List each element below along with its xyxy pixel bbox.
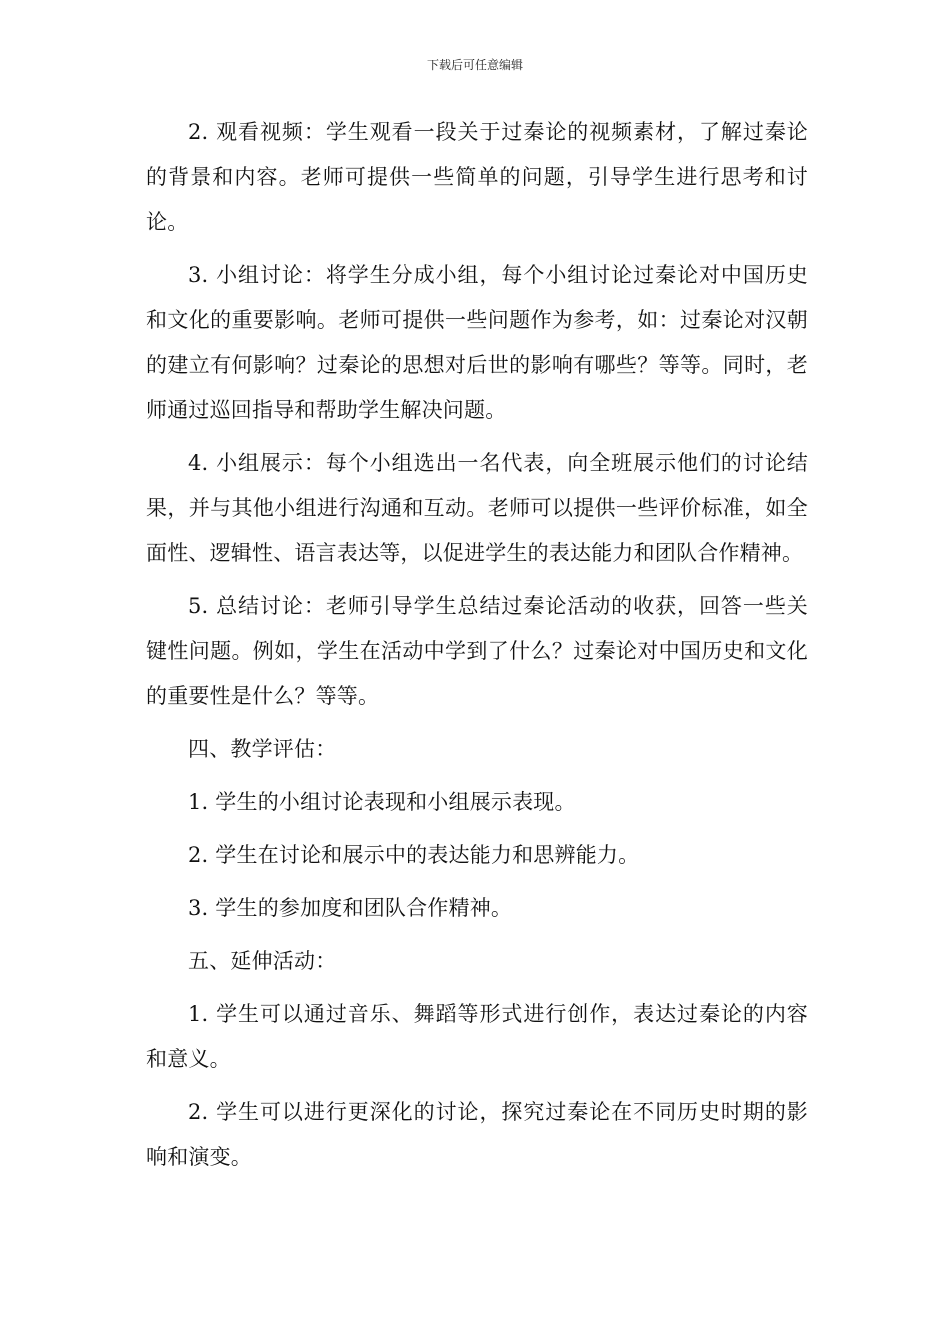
- paragraph-watch-video: 2. 观看视频：学生观看一段关于过秦论的视频素材，了解过秦论的背景和内容。老师可提供一些简单的问题，引导学生进行思考和讨论。: [146, 120, 808, 234]
- page-header: 下载后可任意编辑: [426, 58, 523, 72]
- extension-item-1: 1. 学生可以通过音乐、舞蹈等形式进行创作，表达过秦论的内容和意义。: [146, 1002, 808, 1071]
- paragraph-summary-discussion: 5. 总结讨论：老师引导学生总结过秦论活动的收获，回答一些关键性问题。例如，学生在活动中学到了什么？过秦论对中国历史和文化的重要性是什么？等等。: [146, 594, 808, 708]
- evaluation-item-2: 2. 学生在讨论和展示中的表达能力和思辨能力。: [188, 843, 640, 867]
- section-heading-extension: 五、延伸活动：: [188, 949, 337, 973]
- evaluation-item-1: 1. 学生的小组讨论表现和小组展示表现。: [188, 790, 576, 814]
- extension-item-2: 2. 学生可以进行更深化的讨论，探究过秦论在不同历史时期的影响和演变。: [146, 1100, 808, 1169]
- document-body: [146, 110, 808, 1180]
- paragraph-group-presentation: 4. 小组展示：每个小组选出一名代表，向全班展示他们的讨论结果，并与其他小组进行沟通和互动。老师可以提供一些评价标准，如全面性、逻辑性、语言表达等，以促进学生的表达能力和团队合作精神。: [146, 451, 808, 565]
- paragraph-group-discussion: 3. 小组讨论：将学生分成小组，每个小组讨论过秦论对中国历史和文化的重要影响。老师可提供一些问题作为参考，如：过秦论对汉朝的建立有何影响？过秦论的思想对后世的影响有哪些？等等。同时，老师通过巡回指导和帮助学生解决问题。: [146, 263, 808, 422]
- evaluation-item-3: 3. 学生的参加度和团队合作精神。: [188, 896, 513, 920]
- section-heading-evaluation: 四、教学评估：: [188, 737, 337, 761]
